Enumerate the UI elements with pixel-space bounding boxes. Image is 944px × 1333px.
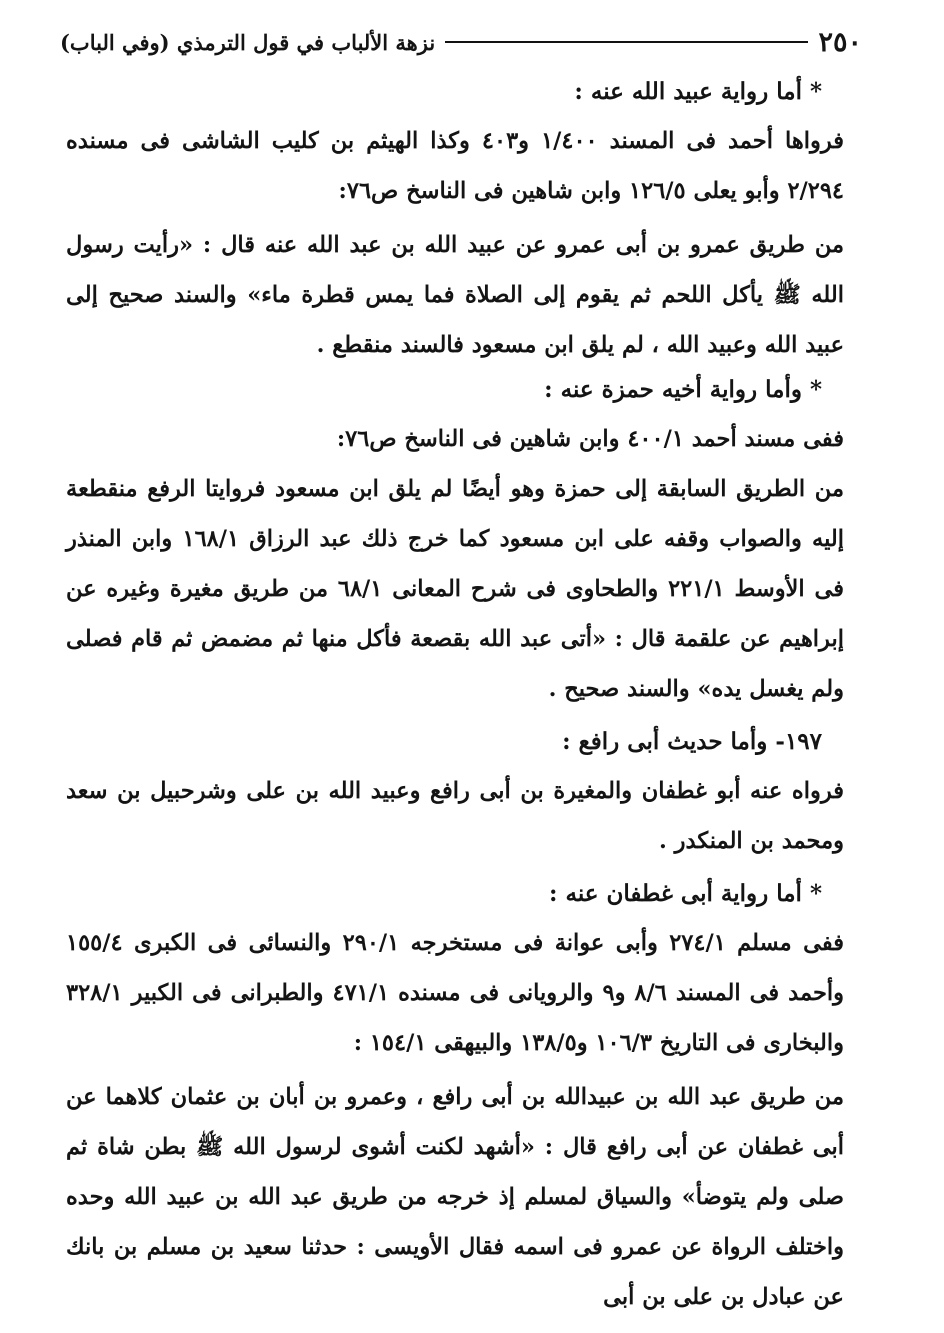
section-heading: * وأما رواية أخيه حمزة عنه : bbox=[544, 376, 822, 403]
page-number: ٢٥٠ bbox=[818, 26, 862, 58]
header-rule bbox=[445, 41, 808, 43]
paragraph: من الطريق السابقة إلى حمزة وهو أيضًا لم يلق ابن مسعود فروايتا الرفع منقطعة إليه والصواب وقفه على ابن مسعود كما خرج ذلك عبد الرزاق ١٦٨/١ وابن المنذر فى الأوسط ٢٢١/١ والطحاوى فى شرح المعانى ٦٨/١ من طريق مغيرة وغيره عن إبراهيم عن علقمة قال : «أتى عبد الله بقصعة فأكل منها ثم مضمض ثم قام فصلى ولم يغسل يده» والسند صحيح . bbox=[66, 476, 844, 702]
page-body bbox=[66, 72, 844, 1322]
running-title: نزهة الألباب في قول الترمذي (وفي الباب) bbox=[60, 29, 436, 55]
section-heading: * أما رواية عبيد الله عنه : bbox=[574, 78, 822, 105]
paragraph: من طريق عبد الله بن عبيدالله بن أبى رافع ، وعمرو بن أبان بن عثمان كلاهما عن أبى غطفان عن أبى رافع قال : «أشهد لكنت أشوى لرسول الله ﷺ بطن شاة ثم صلى ولم يتوضأ» والسياق لمسلم إذ خرجه من طريق عبد الله بن عبيد الله وحده واختلف الرواة عن عمرو فى اسمه فقال الأويسى : حدثنا سعيد بن مسلم بن بانك عن عبادل بن على بن أبى bbox=[66, 1084, 844, 1310]
section-heading: ١٩٧- وأما حديث أبى رافع : bbox=[562, 728, 822, 755]
paragraph: فرواه عنه أبو غطفان والمغيرة بن أبى رافع وعبيد الله بن على وشرحبيل بن سعد ومحمد بن المنكدر . bbox=[66, 778, 844, 854]
paragraph: من طريق عمرو بن أبى عمرو عن عبيد الله بن عبد الله عنه قال : «رأيت رسول الله ﷺ يأكل اللحم ثم يقوم إلى الصلاة فما يمس قطرة ماء» والسند صحيح إلى عبيد الله وعبيد الله ، لم يلق ابن مسعود فالسند منقطع . bbox=[66, 232, 844, 358]
paragraph: فرواها أحمد فى المسند ١/٤٠٠ و٤٠٣ وكذا الهيثم بن كليب الشاشى فى مسنده ٢/٢٩٤ وأبو يعلى ١٢٦/٥ وابن شاهين فى الناسخ ص٧٦: bbox=[66, 128, 844, 204]
page-header bbox=[60, 22, 862, 62]
paragraph: ففى مسند أحمد ٤٠٠/١ وابن شاهين فى الناسخ ص٧٦: bbox=[336, 426, 844, 452]
paragraph: ففى مسلم ٢٧٤/١ وأبى عوانة فى مستخرجه ٢٩٠/١ والنسائى فى الكبرى ١٥٥/٤ وأحمد فى المسند ٨/٦ و٩ والرويانى فى مسنده ٤٧١/١ والطبرانى فى الكبير ٣٢٨/١ والبخارى فى التاريخ ١٠٦/٣ و١٣٨/٥ والبيهقى ١٥٤/١ : bbox=[66, 930, 845, 1056]
section-heading: * أما رواية أبى غطفان عنه : bbox=[548, 880, 822, 907]
